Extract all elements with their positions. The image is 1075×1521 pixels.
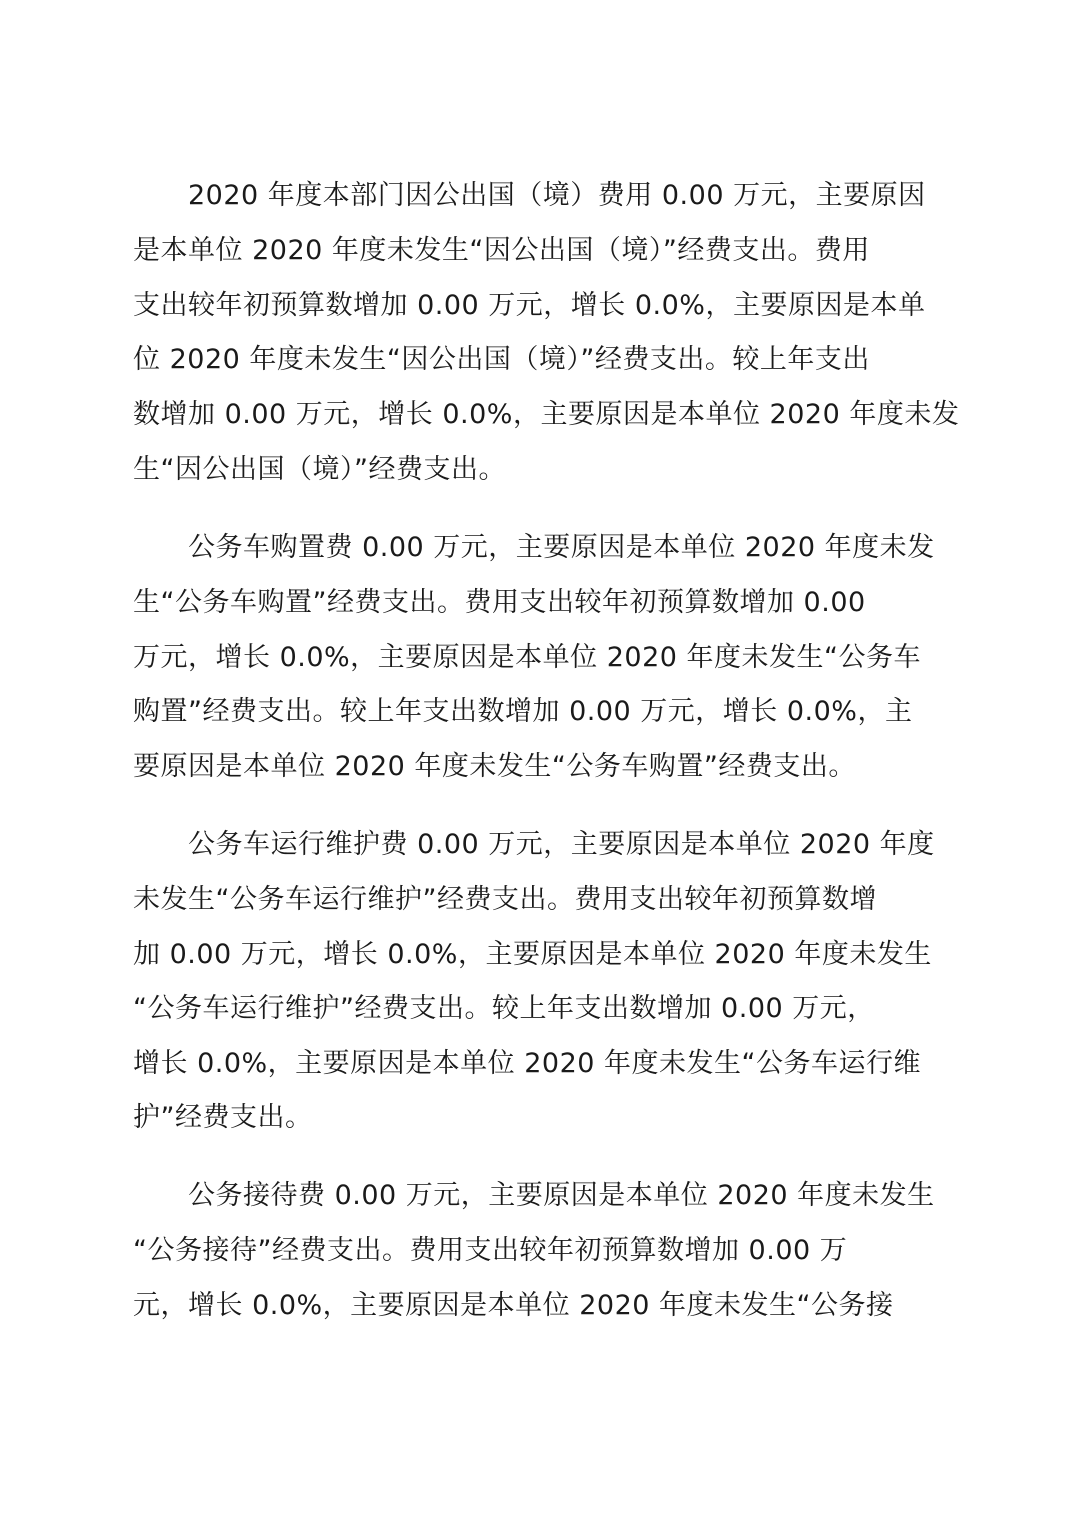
paragraph-4-line-3: 元，增长 0.0%，主要原因是本单位 2020 年度未发生“公务接 — [133, 1290, 894, 1321]
paragraph-1-line-6: 生“因公出国（境）”经费支出。 — [133, 454, 506, 485]
paragraph-3-line-6: 护”经费支出。 — [133, 1102, 313, 1133]
paragraph-2-line-1: 公务车购置费 0.00 万元，主要原因是本单位 2020 年度未发 — [188, 532, 935, 563]
paragraph-2-line-2: 生“公务车购置”经费支出。费用支出较年初预算数增加 0.00 — [133, 587, 866, 618]
paragraph-2-line-4: 购置”经费支出。较上年支出数增加 0.00 万元，增长 0.0%，主 — [133, 696, 913, 727]
paragraph-1-line-3: 支出较年初预算数增加 0.00 万元，增长 0.0%，主要原因是本单 — [133, 290, 926, 321]
paragraph-1-line-2: 是本单位 2020 年度未发生“因公出国（境）”经费支出。费用 — [133, 235, 870, 266]
paragraph-3-line-4: “公务车运行维护”经费支出。较上年支出数增加 0.00 万元， — [133, 993, 875, 1024]
paragraph-3-line-5: 增长 0.0%，主要原因是本单位 2020 年度未发生“公务车运行维 — [133, 1048, 922, 1079]
paragraph-3-line-1: 公务车运行维护费 0.00 万元，主要原因是本单位 2020 年度 — [188, 829, 935, 860]
paragraph-1-line-4: 位 2020 年度未发生“因公出国（境）”经费支出。较上年支出 — [133, 344, 870, 375]
paragraph-4-line-2: “公务接待”经费支出。费用支出较年初预算数增加 0.00 万 — [133, 1235, 848, 1266]
paragraph-4-line-1: 公务接待费 0.00 万元，主要原因是本单位 2020 年度未发生 — [188, 1180, 935, 1211]
paragraph-3-line-3: 加 0.00 万元，增长 0.0%，主要原因是本单位 2020 年度未发生 — [133, 939, 932, 970]
paragraph-1-line-5: 数增加 0.00 万元，增长 0.0%，主要原因是本单位 2020 年度未发 — [133, 399, 960, 430]
paragraph-2-line-5: 要原因是本单位 2020 年度未发生“公务车购置”经费支出。 — [133, 751, 856, 782]
paragraph-3-line-2: 未发生“公务车运行维护”经费支出。费用支出较年初预算数增 — [133, 884, 877, 915]
paragraph-2-line-3: 万元，增长 0.0%，主要原因是本单位 2020 年度未发生“公务车 — [133, 642, 922, 673]
paragraph-1-line-1: 2020 年度本部门因公出国（境）费用 0.00 万元，主要原因 — [188, 180, 926, 211]
